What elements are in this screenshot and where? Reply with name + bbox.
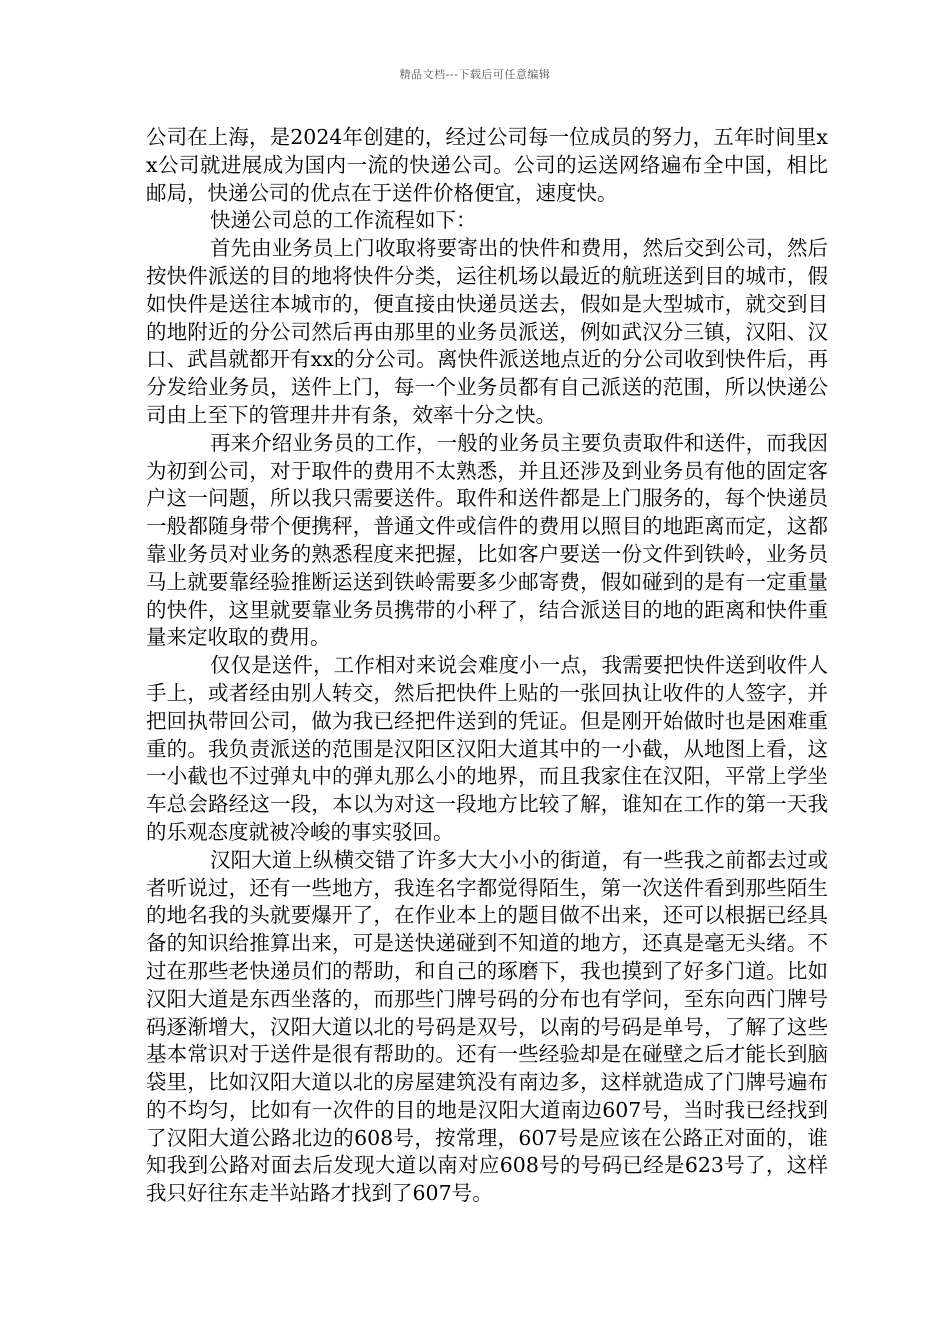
document-body xyxy=(146,124,828,1208)
paragraph-workflow-heading: 快递公司总的工作流程如下： xyxy=(210,208,477,233)
paragraph-courier-duties: 再来介绍业务员的工作，一般的业务员主要负责取件和送件，而我因为初到公司，对于取件的费用不太熟悉，并且还涉及到业务员有他的固定客户这一问题，所以我只需要送件。取件和送件都是上门服务的，每个快递员一般都随身带个便携秤，普通文件或信件的费用以照目的地距离而定，这都靠业务员对业务的熟悉程度来把握，比如客户要送一份文件到铁岭，业务员马上就要靠经验推断运送到铁岭需要多少邮寄费，假如碰到的是有一定重量的快件，这里就要靠业务员携带的小秤了，结合派送目的地的距离和快件重量来定收取的费用。 xyxy=(146,430,828,650)
paragraph-workflow-detail: 首先由业务员上门收取将要寄出的快件和费用，然后交到公司，然后按快件派送的目的地将快件分类，运往机场以最近的航班送到目的城市，假如快件是送往本城市的，便直接由快递员送去，假如是大型城市，就交到目的地附近的分公司然后再由那里的业务员派送，例如武汉分三镇，汉阳、汉口、武昌就都开有xx的分公司。离快件派送地点近的分公司收到快件后，再分发给业务员，送件上门，每一个业务员都有自己派送的范围，所以快递公司由上至下的管理井井有条，效率十分之快。 xyxy=(146,236,828,427)
page-header: 精品文档---下载后可任意编辑 xyxy=(399,68,551,81)
paragraph-delivery-difficulty: 仅仅是送件，工作相对来说会难度小一点，我需要把快件送到收件人手上，或者经由别人转交，然后把快件上贴的一张回执让收件的人签字，并把回执带回公司，做为我已经把件送到的凭证。但是刚开始做时也是困难重重的。我负责派送的范围是汉阳区汉阳大道其中的一小截，从地图上看，这一小截也不过弹丸中的弹丸那么小的地界，而且我家住在汉阳，平常上学坐车总会路经这一段，本以为对这一段地方比较了解，谁知在工作的第一天我的乐观态度就被冷峻的事实驳回。 xyxy=(146,653,828,844)
paragraph-company-intro: 公司在上海，是2024年创建的，经过公司每一位成员的努力，五年时间里xx公司就进展成为国内一流的快递公司。公司的运送网络遍布全中国，相比邮局，快递公司的优点在于送件价格便宜，速度快。 xyxy=(146,125,828,205)
paragraph-street-experience: 汉阳大道上纵横交错了许多大大小小的街道，有一些我之前都去过或者听说过，还有一些地方，我连名字都觉得陌生，第一次送件看到那些陌生的地名我的头就要爆开了，在作业本上的题目做不出来，还可以根据已经具备的知识给推算出来，可是送快递碰到不知道的地方，还真是毫无头绪。不过在那些老快递员们的帮助，和自己的琢磨下，我也摸到了好多门道。比如汉阳大道是东西坐落的，而那些门牌号码的分布也有学问，至东向西门牌号码逐渐增大，汉阳大道以北的号码是双号，以南的号码是单号，了解了这些基本常识对于送件是很有帮助的。还有一些经验却是在碰壁之后才能长到脑袋里，比如汉阳大道以北的房屋建筑没有南边多，这样就造成了门牌号遍布的不均匀，比如有一次件的目的地是汉阳大道南边607号，当时我已经找到了汉阳大道公路北边的608号，按常理，607号是应该在公路正对面的，谁知我到公路对面去后发现大道以南对应608号的号码已经是623号了，这样我只好往东走半站路才找到了607号。 xyxy=(146,847,828,1206)
